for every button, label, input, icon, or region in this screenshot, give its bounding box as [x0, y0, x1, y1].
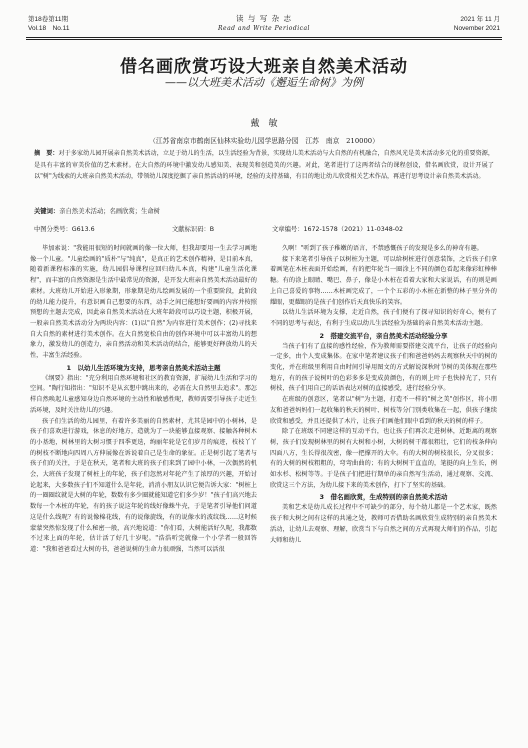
right-column — [270, 244, 497, 546]
header-rule — [26, 37, 502, 38]
article-title: 借名画欣赏巧设大班亲自然美术活动 — [120, 57, 408, 77]
journal-cn: 读 与 写 杂 志 — [235, 14, 293, 23]
body-paragraph: 孩子们生活的幼儿园里，有着许多美丽的自然素材，尤其是园中的小树林，是孩子们喜欢进行游戏，休息的好地方，造就为了一块能够直接观察、接触各种树木的小基地，树林里的大树习惯于四季更迭，绚丽年轮是它们岁月的痕迹，枝枝丫丫的树枝不断地向四周八方伸展像在诉说着自己是生命的象征。正是树引起了笔者与孩子们的关注，于是在秋天，笔者和大班的孩子们来到了园中小林，一次偶然的机会，大班孩子发现了树桩上的年轮，孩子们忽然对年轮产生了浓厚的兴趣，开始讨论起来，大多数孩子们不知道什么是年轮，消消小朋友认识它便告诉大家："树桩上的一圈圈纹就是大树的年轮，数数有多少圈就能知道它们多少岁！"孩子们高兴地去数每一个木桩的年轮，有的孩子说这年轮的线好像蛛牛壳，于是笔者引导他们问道这是什么线呢？有的说像棉花线，有的说像旋线，有的说像水的波纹线……这时候蒙蒙突然惊发现了什么秘密一般，高兴地说道："你们看，大树能活好久呢，我都数不过来上面的年轮，估计活了好几十岁呢。"浩浩听完就像一个小学者一般回答道："我和爸爸看过大树的书，爸爸说树的生命力很顽强，当然可以活很 — [30, 417, 257, 553]
affiliation: （江苏省南京市鹤南区仙林实验幼儿园学思路分园 江苏 南京 210000） — [149, 137, 379, 145]
header-rule-thin — [26, 39, 502, 40]
article-number: 文章编号：1672-1578（2021）11-0348-02 — [272, 226, 404, 233]
body-paragraph: 除了在班级不同建这样的互动平台，也让孩子们再次走进树林，近距离的观察树，孩子们发现树林里的树有大树和小树，大树的树干都很粗壮，它们的枝条伸向四面八方，生长得很茂密，像一把撑开的大伞。有的大树的树枝很长，分叉很多；有的大树的树枝粗粗的，弯弯曲曲的；有的大树树干直直的，笔挺的向上生长，例如水杉、松树等等。于是孩子们把进行期单的亲自然写生活动，通过观察、交流、欣赏这三个方法，为幼儿接下来的美术创作，打下了坚实的基础。 — [270, 428, 497, 489]
article-subtitle: ——以大班美术活动《邂逅生命树》为例 — [165, 76, 363, 89]
issue-en: Vol.18 No.11 — [28, 25, 70, 32]
date-cn: 2021 年 11 月 — [460, 16, 500, 23]
issue-cn: 第18卷第11期 — [28, 16, 68, 23]
body-paragraph: 在班级的创意区，笔者以"树"为主题，打造不一样的"树之美"创作区，将小朋友和爸爸妈妈们一起收集的秋天的树叶、树枝等分门别类收集在一起，供孩子继续欣赏和感受，并且还提供了木片，让孩子们画他们眼中看到的秋天的树的样子。 — [270, 396, 497, 425]
keywords-label: 关键词： — [34, 208, 60, 215]
body-paragraph: 《纲要》指出："充分利用自然环境和社区的教育资源，扩展幼儿生活和学习的空间。"陶行知指出："知识不是从玄想中跳出来的，必需在大自然里去追求"。那怎样自然唤起儿童感知身边自然环境的主动性和敏感性呢，教师需要引导孩子走近生活环境，及时关注幼儿的兴趣。 — [30, 374, 257, 414]
author: 戴 敏 — [250, 119, 278, 129]
body-paragraph: 毕加索说："我能用很短的时间就画的像一位大师，但我却要用一生去学习画地像一个儿童。"儿童绘画的"质朴"与"纯真"，是真正的艺术创作精神，是目前本真，随着新课程标准的实施，幼儿园倡导课程应回归幼儿本真，构建"儿童生活化课程"，而丰富的自然资源是生活中最常见的资源，是开发大班亲自然美术活动最好的素材。大班幼儿开始进入形象期，形象期是幼儿绘画发展的一个重要阶段，此阶段的幼儿能力提升，有意识画自己想要的东西，动手之间已能想好要画的内容并按照预想的主题去完成，因此亲自然美术活动在大班年龄段可以巧设主题，积极开展，一般亲自然美术活动分为两块内容：(1)以"自然"为内容进行美术创作；(2)寻找来自大自然的素材进行美术创作。在大自然宽松自由的创作环境中可以丰富幼儿的想象力，激发幼儿的创造力，亲自然活动和美术活动的结合，能够更好释放幼儿的天性，丰富生活经验。 — [30, 245, 257, 360]
journal-en: Read and Write Periodical — [218, 25, 310, 32]
body-paragraph: 久啊！"听到了孩子稚嫩的语言，不禁感慨孩子的发现是多么的神奇有趣。 — [282, 245, 483, 252]
section-heading: 3 借名画欣赏，生成特别的亲自然美术活动 — [319, 493, 448, 502]
clc-number: 中图分类号：G613.6 — [34, 226, 95, 233]
doc-code: 文献标识码：B — [172, 226, 215, 233]
abstract-label: 摘 要： — [34, 150, 59, 157]
keywords — [34, 206, 494, 215]
body-paragraph: 以幼儿生活环境为支撑，走近自然，孩子们便有了探寻知识的好奇心，便有了不同的思考与表达，有利于生成以幼儿生活经验为基础的亲自然美术活动主题。 — [270, 309, 497, 327]
abstract-text: 对于多家幼儿园开展亲自然美术活动，立足于幼儿的生活，以生活经验为背景，实现幼儿美术活动与大自然的有机融合，自然风光是美术活动多元化的重要资源，是具有丰富的审美价值的艺术素材。在大自然的环境中激发幼儿感知美、表现美和创造美的兴趣。对此，笔者进行了这两者结合的课程创设，借名画欣赏，设计开展了以"树"为线索的大班亲自然美术活动，带领幼儿深度挖掘了亲自然活动的环境，经验的支持基础，有目的地让幼儿欣赏相关艺术作品，再进行思考设计亲自然美术活动。 — [34, 150, 495, 180]
body-paragraph: 接下来笔者引导孩子以树桩为主题，可以给树桩进行创意装饰，之后孩子们拿着画笔在木桩表面开始绘画，有的把年轮当一圈涂上不同的颜色看起来像彩虹棒棒糖。有的涂上眼睛、嘴巴、鼻子，像是小木桩在看着大家和大家说话，有的则是画上自己喜爱的事物……木桩画完成了，一个个五彩的小木桩在新整的林子里分外的耀眼，更耀眼的是孩子们创作后天真快乐的笑容。 — [270, 255, 497, 306]
abstract — [34, 148, 494, 183]
section-heading: 2 搭建交流平台，亲自然美术活动经验分享 — [319, 331, 448, 340]
issue-date — [454, 15, 500, 33]
journal-name — [26, 14, 502, 34]
body-paragraph: 当孩子们有了直接的感性经验，作为教师需要搭建交流平台，让孩子的经验向一定多，由个人变成集体。在家中笔者建议孩子们和爸爸妈妈去观察秋天中的树的变化，并在班级里利用自由时间引导用图文的方式解说深秋时节树的美体现在那些地方，有的孩子说树叶的色彩多多是变成黄颜色，有的则上叶子也快掉光了，只有树枝，孩子们用自己的话语表达对树的直接感受，进行经验分享。 — [270, 342, 497, 393]
keywords-text: 亲自然美术活动；名画欣赏；生命树 — [59, 208, 160, 215]
left-column — [30, 244, 257, 556]
body-paragraph: 美和艺术是幼儿成长过程中不可缺少的部分，每个幼儿都是一个艺术家，既然孩子和大树之间有这样的共通之处，教师可否借助名画欣赏生成特别的亲自然美术活动，让幼儿去观察、理解，欣赏当下与自然之间的方式再现大师们的作品，引起大师和幼儿 — [270, 504, 497, 544]
section-heading: 1 以幼儿生活环境为支持，思考亲自然美术活动主题 — [66, 363, 221, 372]
date-en: November 2021 — [453, 25, 500, 32]
